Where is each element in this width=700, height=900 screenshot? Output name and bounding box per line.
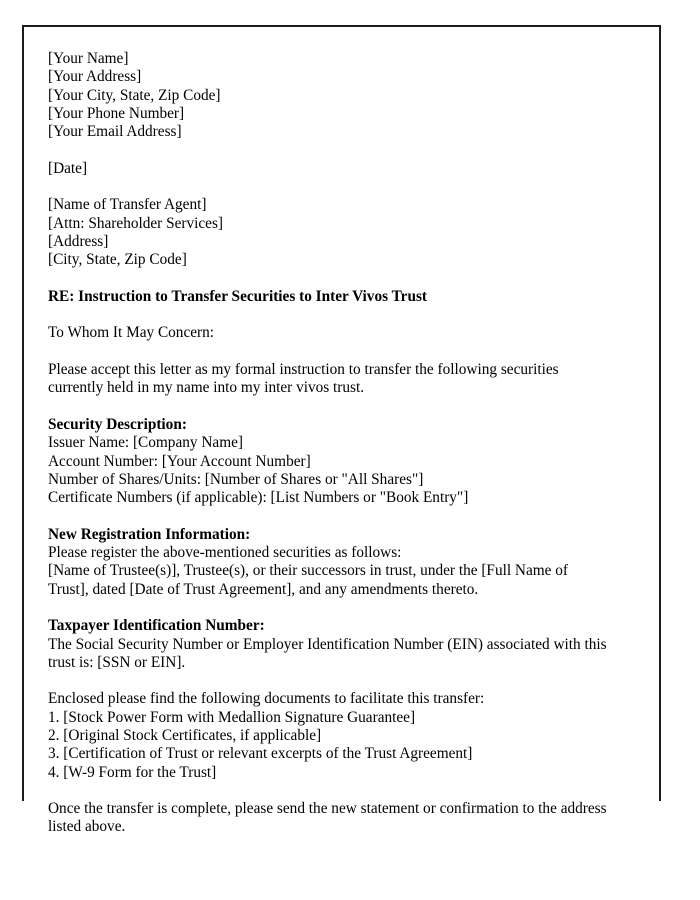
opening-paragraph: Please accept this letter as my formal instruction to transfer the following securities currently held in my name into my inter vivos trust.: [48, 361, 559, 397]
recipient-attention: [Attn: Shareholder Services]: [48, 214, 224, 232]
spacer: [48, 141, 612, 159]
spacer: [48, 306, 612, 324]
spacer: [48, 782, 612, 800]
enclosure-item: 3. [Certification of Trust or relevant excerpts of the Trust Agreement]: [48, 745, 473, 763]
account-number: Account Number: [Your Account Number]: [48, 452, 311, 470]
taxpayer-identification-heading: Taxpayer Identification Number:: [48, 617, 265, 635]
security-description-heading: Security Description:: [48, 415, 187, 433]
recipient-city-state-zip: [City, State, Zip Code]: [48, 251, 187, 269]
subject-block: [48, 288, 612, 306]
sender-address-block: [48, 50, 612, 141]
sender-phone: [Your Phone Number]: [48, 104, 185, 122]
spacer: [48, 178, 612, 196]
letter-date: [Date]: [48, 159, 88, 177]
salutation: To Whom It May Concern:: [48, 324, 215, 342]
document-page: [22, 25, 661, 836]
closing-paragraph: Once the transfer is complete, please send the new statement or confirmation to the address listed above.: [48, 800, 607, 836]
certificate-numbers: Certificate Numbers (if applicable): [List Numbers or "Book Entry"]: [48, 489, 469, 507]
enclosure-item: 4. [W-9 Form for the Trust]: [48, 763, 217, 781]
opening-paragraph-block: [48, 361, 612, 398]
new-registration-block: [48, 526, 612, 599]
letter-content: [48, 50, 612, 837]
date-block: [48, 160, 612, 178]
new-registration-text: [Name of Trustee(s)], Trustee(s), or their successors in trust, under the [Full Name of Trust], dated [Date of Trust Agreement], and any amendments thereto.: [48, 562, 569, 598]
spacer: [48, 672, 612, 690]
enclosures-block: [48, 690, 612, 781]
closing-paragraph-block: [48, 800, 612, 837]
spacer: [48, 270, 612, 288]
issuer-name: Issuer Name: [Company Name]: [48, 434, 243, 452]
number-of-shares: Number of Shares/Units: [Number of Shares or "All Shares"]: [48, 470, 424, 488]
taxpayer-identification-block: [48, 617, 612, 672]
enclosures-intro: Enclosed please find the following documents to facilitate this transfer:: [48, 690, 485, 708]
new-registration-heading: New Registration Information:: [48, 525, 251, 543]
spacer: [48, 507, 612, 525]
sender-city-state-zip: [Your City, State, Zip Code]: [48, 86, 221, 104]
enclosure-item: 1. [Stock Power Form with Medallion Signature Guarantee]: [48, 708, 416, 726]
security-description-block: [48, 416, 612, 507]
spacer: [48, 599, 612, 617]
spacer: [48, 398, 612, 416]
subject-line: RE: Instruction to Transfer Securities to Inter Vivos Trust: [48, 287, 428, 305]
taxpayer-identification-body: The Social Security Number or Employer Identification Number (EIN) associated with this trust is: [SSN or EIN].: [48, 635, 607, 671]
salutation-block: [48, 324, 612, 342]
sender-address: [Your Address]: [48, 68, 142, 86]
recipient-address: [Address]: [48, 232, 109, 250]
sender-name: [Your Name]: [48, 50, 129, 67]
recipient-name: [Name of Transfer Agent]: [48, 196, 207, 214]
spacer: [48, 343, 612, 361]
recipient-address-block: [48, 196, 612, 269]
new-registration-intro: Please register the above-mentioned securities as follows:: [48, 544, 402, 562]
enclosure-item: 2. [Original Stock Certificates, if applicable]: [48, 726, 322, 744]
sender-email: [Your Email Address]: [48, 123, 182, 141]
